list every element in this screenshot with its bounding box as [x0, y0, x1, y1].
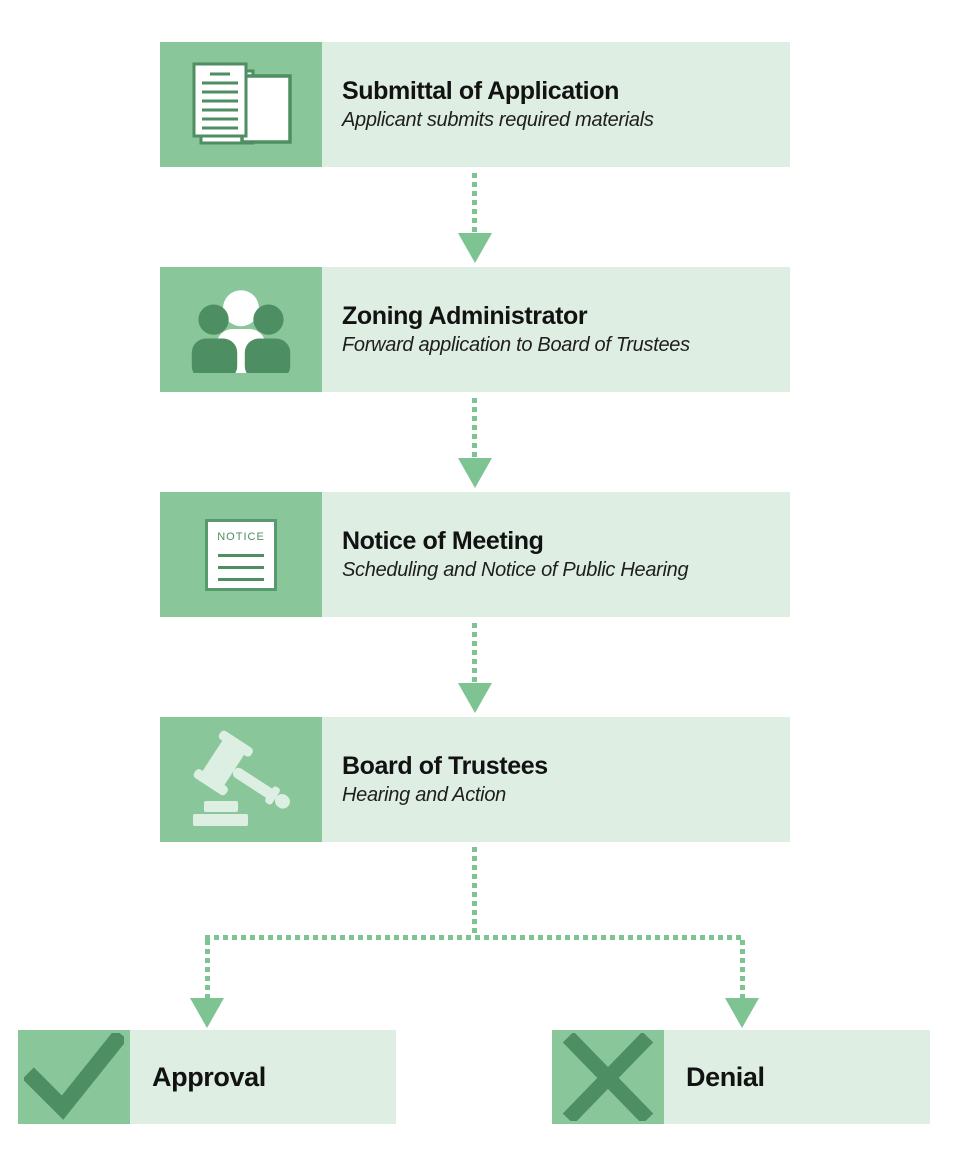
outcome-text-box	[664, 1030, 930, 1124]
step-zoning-administrator	[160, 267, 790, 392]
check-icon	[24, 1033, 124, 1121]
step-title: Board of Trustees	[342, 751, 548, 780]
outcome-icon-box	[552, 1030, 664, 1124]
step-subtitle: Hearing and Action	[342, 784, 506, 807]
outcome-icon-box	[18, 1030, 130, 1124]
documents-icon	[182, 59, 300, 151]
step-title: Notice of Meeting	[342, 526, 544, 555]
step-icon-box	[160, 267, 322, 392]
step-icon-box	[160, 492, 322, 617]
step-text-box	[322, 42, 790, 167]
notice-label: NOTICE	[217, 530, 265, 543]
branch-left-dotted-line	[205, 940, 210, 998]
step-notice-of-meeting	[160, 492, 790, 617]
step-text-box	[322, 267, 790, 392]
people-icon	[188, 287, 294, 373]
step-subtitle: Forward application to Board of Trustees	[342, 334, 690, 357]
gavel-icon	[180, 729, 302, 831]
arrow-down-icon	[458, 458, 492, 488]
arrow-down-icon	[458, 683, 492, 713]
step-submittal-of-application	[160, 42, 790, 167]
flow-connector-dotted-line	[472, 173, 477, 233]
step-title: Submittal of Application	[342, 76, 619, 105]
notice-text-line	[218, 578, 264, 581]
arrow-down-icon	[458, 233, 492, 263]
step-title: Zoning Administrator	[342, 301, 588, 330]
branch-stem-dotted-line	[472, 847, 477, 935]
outcome-text-box	[130, 1030, 396, 1124]
step-icon-box	[160, 717, 322, 842]
step-subtitle: Applicant submits required materials	[342, 109, 654, 132]
outcome-denial	[552, 1030, 930, 1124]
outcome-label: Approval	[152, 1061, 266, 1092]
step-text-box	[322, 717, 790, 842]
x-icon	[558, 1033, 658, 1121]
outcome-label: Denial	[686, 1061, 765, 1092]
arrow-down-icon	[725, 998, 759, 1028]
notice-text-line	[218, 554, 264, 557]
step-text-box	[322, 492, 790, 617]
branch-horizontal-dotted-line	[205, 935, 745, 940]
flow-connector-dotted-line	[472, 398, 477, 458]
notice-icon	[205, 519, 277, 591]
step-icon-box	[160, 42, 322, 167]
arrow-down-icon	[190, 998, 224, 1028]
outcome-approval	[18, 1030, 396, 1124]
notice-text-line	[218, 566, 264, 569]
branch-right-dotted-line	[740, 940, 745, 998]
step-board-of-trustees	[160, 717, 790, 842]
step-subtitle: Scheduling and Notice of Public Hearing	[342, 559, 689, 582]
flow-connector-dotted-line	[472, 623, 477, 683]
